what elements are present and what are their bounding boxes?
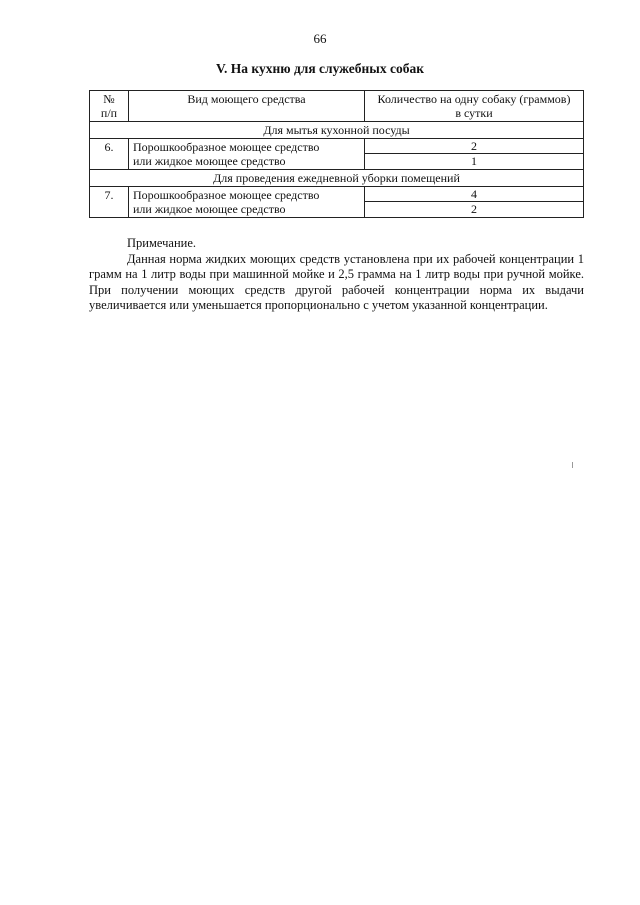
group-title: Для мытья кухонной посуды: [90, 122, 584, 139]
note-section: [89, 236, 584, 314]
row-quantity: [365, 139, 584, 170]
detergent-norms-table: [89, 90, 584, 218]
header-quantity-line2: в сутки: [455, 106, 493, 120]
table-header-row: [90, 91, 584, 122]
header-detergent-type: [129, 91, 365, 122]
scan-artifact-mark: [572, 462, 573, 468]
row-quantity-line1: 4: [365, 187, 583, 202]
header-number: [90, 91, 129, 122]
row-quantity-line2: 1: [471, 154, 477, 168]
header-detergent-type-label: Вид моющего средства: [187, 92, 306, 106]
row-quantity: [365, 187, 584, 218]
row-detergent-type: [129, 187, 365, 218]
row-detergent-type: [129, 139, 365, 170]
header-number-line1: №: [103, 92, 115, 106]
note-title: Примечание.: [127, 236, 197, 250]
row-number: 6.: [90, 139, 129, 170]
row-detergent-line1: Порошкообразное моющее средство: [133, 140, 320, 154]
header-quantity-line1: Количество на одну собаку (граммов): [377, 92, 571, 106]
row-number: 7.: [90, 187, 129, 218]
header-quantity: [365, 91, 584, 122]
table-row: [90, 187, 584, 218]
table-group-row: [90, 122, 584, 139]
row-detergent-line2: или жидкое моющее средство: [133, 202, 286, 216]
row-quantity-line1: 2: [365, 139, 583, 154]
note-body: Данная норма жидких моющих средств установлена при их рабочей концентрации 1 грамм на 1 литр воды при машинной мойке и 2,5 грамма на 1 литр воды при ручной мойке. При получении моющих средств другой рабочей концентрации норма их выдачи увеличивается или уменьшается пропорционально с учетом указанной концентрации.: [89, 251, 584, 312]
row-quantity-line2: 2: [471, 202, 477, 216]
section-title: V. На кухню для служебных собак: [216, 61, 424, 76]
row-detergent-line2: или жидкое моющее средство: [133, 154, 286, 168]
table-group-row: [90, 170, 584, 187]
page-number: 66: [313, 31, 327, 46]
group-title: Для проведения ежедневной уборки помещений: [90, 170, 584, 187]
table-row: [90, 139, 584, 170]
row-detergent-line1: Порошкообразное моющее средство: [133, 188, 320, 202]
header-number-line2: п/п: [100, 106, 118, 120]
